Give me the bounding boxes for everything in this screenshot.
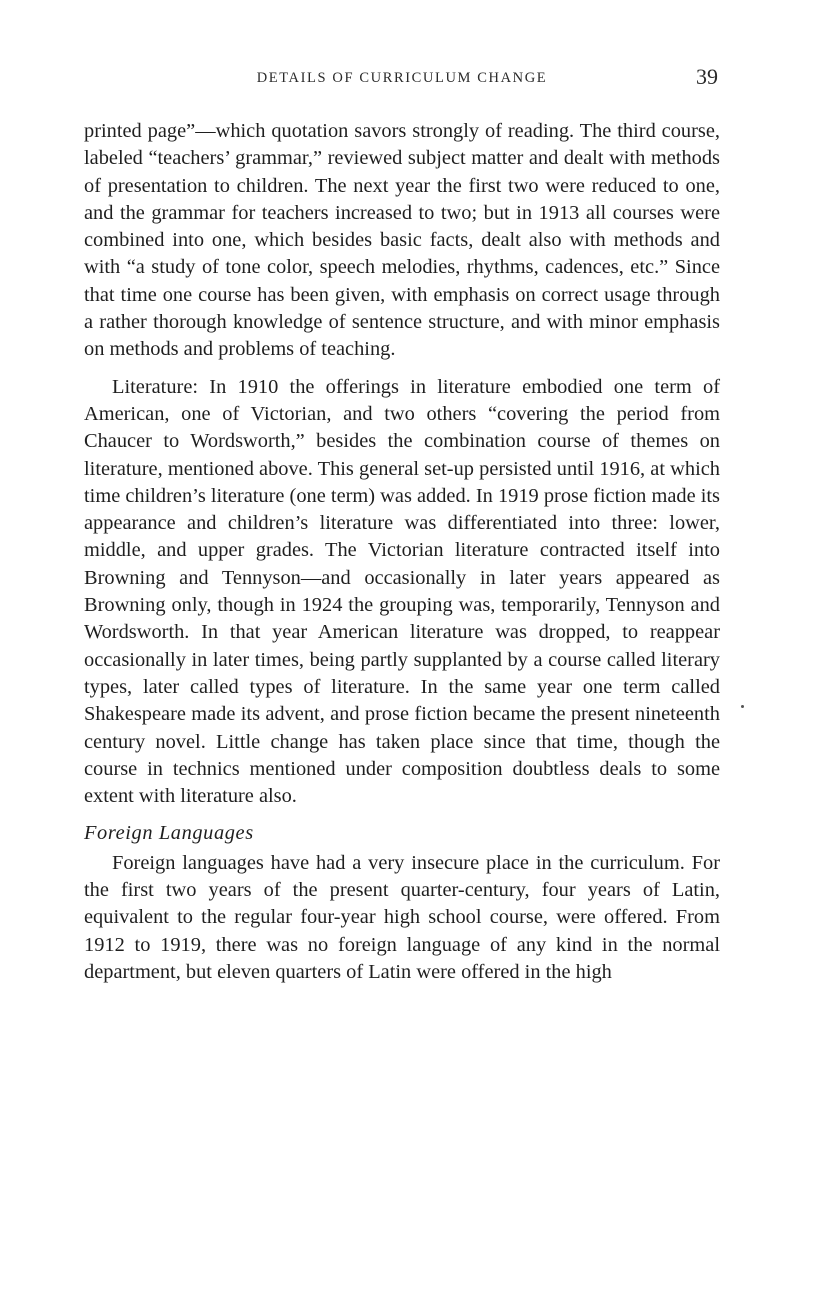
section-heading-foreign-languages: Foreign Languages <box>84 822 254 845</box>
page-number: 39 <box>696 64 718 89</box>
running-title: DETAILS OF CURRICULUM CHANGE <box>256 70 548 86</box>
running-head <box>84 58 720 106</box>
body-text <box>84 118 720 986</box>
book-page <box>84 58 720 986</box>
paragraph-literature: Literature: In 1910 the offerings in literature embodied one term of American, one of Victorian, and two others “covering the period from Chaucer to Wordsworth,” besides the combination course of themes on literature, mentioned above. This general set-up persisted until 1916, at which time children’s literature (one term) was added. In 1919 prose fiction made its appearance and children’s literature was differentiated into three: lower, middle, and upper grades. The Victorian literature contracted itself into Browning and Tennyson—and occasionally in later years appeared as Browning only, though in 1924 the grouping was, temporarily, Tennyson and Wordsworth. In that year American literature was dropped, to reappear occasionally in later times, being partly supplanted by a course called literary types, later called types of literature. In the same year one term called Shakespeare made its advent, and prose fiction became the present nineteenth century novel. Little change has taken place since that time, though the course in technics mentioned under composition doubtless deals to some extent with literature also. <box>84 375 720 808</box>
paragraph-foreign-languages: Foreign languages have had a very insecure place in the curriculum. For the first two years of the present quarter-century, four years of Latin, equivalent to the regular four-year high school course, were offered. From 1912 to 1919, there was no foreign language of any kind in the normal department, but eleven quarters of Latin were offered in the high <box>84 851 720 983</box>
paragraph-grammar-continued: printed page”—which quotation savors strongly of reading. The third course, labeled “teachers’ grammar,” reviewed subject matter and dealt with methods of presentation to children. The next year the first two were reduced to one, and the grammar for teachers increased to two; but in 1913 all courses were combined into one, which besides basic facts, dealt also with methods and with “a study of tone color, speech melodies, rhythms, cadences, etc.” Since that time one course has been given, with emphasis on correct usage through a rather thorough knowledge of sentence structure, and with minor emphasis on methods and problems of teaching. <box>84 120 720 361</box>
margin-speck <box>741 705 744 708</box>
